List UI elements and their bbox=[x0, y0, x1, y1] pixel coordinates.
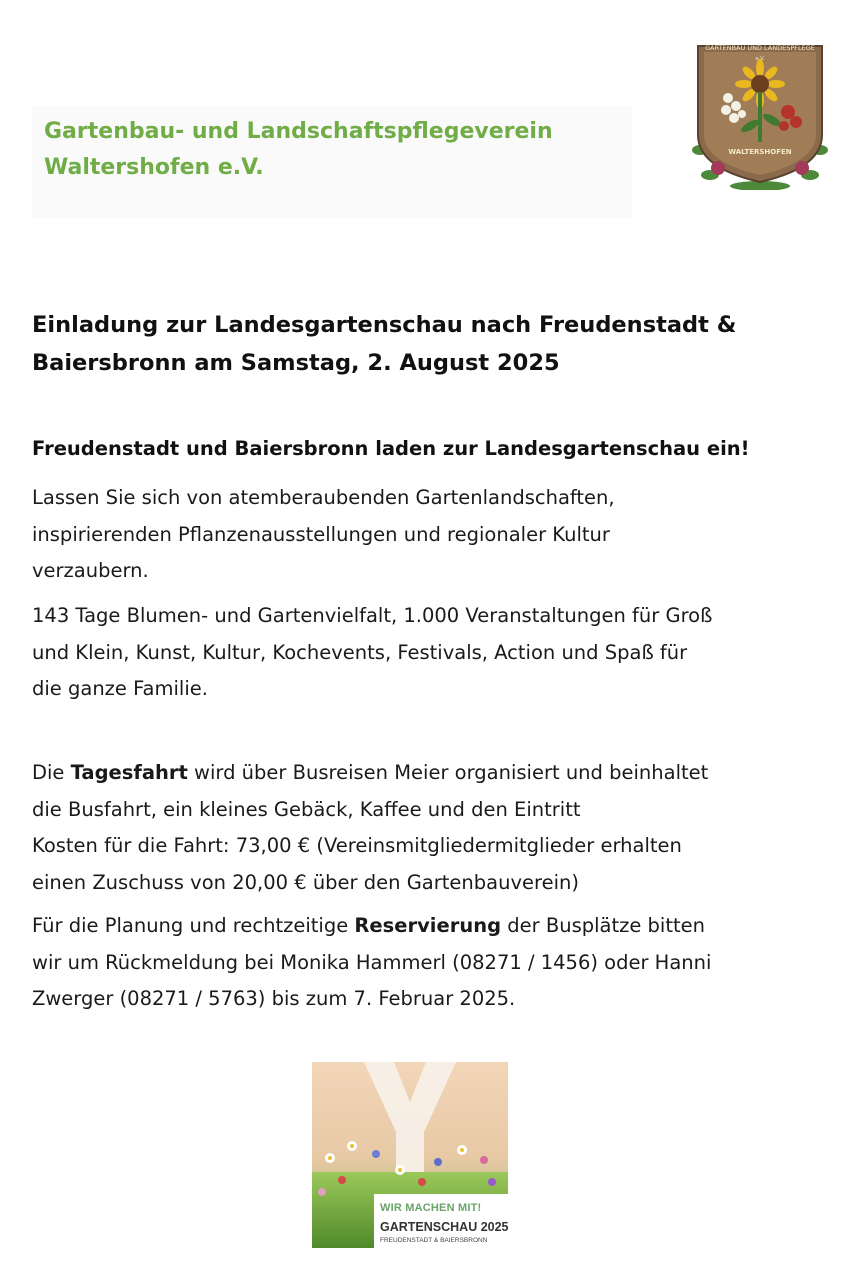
paragraph-intro bbox=[32, 480, 822, 590]
paragraph-reservation bbox=[32, 908, 822, 1018]
paragraph-line bbox=[32, 755, 822, 792]
paragraph-line: und Klein, Kunst, Kultur, Kochevents, Festivals, Action und Spaß für bbox=[32, 640, 688, 664]
gartenschau-promo-image bbox=[312, 1062, 512, 1254]
club-name-line2: Waltershofen e.V. bbox=[44, 155, 264, 180]
text-run: der Busplätze bitten bbox=[501, 914, 705, 937]
paragraph-trip-details bbox=[32, 755, 822, 901]
paragraph-line: einen Zuschuss von 20,00 € über den Gartenbauverein) bbox=[32, 870, 579, 894]
text-run: wird über Busreisen Meier organisiert und beinhaltet bbox=[187, 761, 709, 784]
paragraph-line: die ganze Familie. bbox=[32, 677, 208, 700]
club-name-line1: Gartenbau- und Landschaftspflegeverein bbox=[44, 119, 553, 144]
club-name bbox=[44, 114, 624, 186]
club-crest-logo bbox=[690, 40, 830, 190]
bold-term-tagesfahrt: Tagesfahrt bbox=[70, 761, 188, 784]
crest-text-mid: e.V. bbox=[755, 56, 765, 62]
paragraph-line: Zwerger (08271 / 5763) bis zum 7. Februar 2025. bbox=[32, 987, 516, 1010]
paragraph-highlights bbox=[32, 598, 822, 708]
title-line1: Einladung zur Landesgartenschau nach Freudenstadt & bbox=[32, 312, 737, 338]
promo-title: GARTENSCHAU 2025 bbox=[380, 1220, 509, 1234]
paragraph-line: verzaubern. bbox=[32, 559, 149, 582]
paragraph-line: Kosten für die Fahrt: 73,00 € (Vereinsmitgliedermitglieder erhalten bbox=[32, 834, 682, 857]
promo-subtitle: FREUDENSTADT & BAIERSBRONN bbox=[380, 1237, 488, 1244]
crest-text-top: GARTENBAU UND LANDESPFLEGE bbox=[705, 44, 815, 52]
paragraph-line bbox=[32, 908, 822, 945]
paragraph-line: die Busfahrt, ein kleines Gebäck, Kaffee und den Eintritt bbox=[32, 797, 581, 821]
paragraph-line: 143 Tage Blumen- und Gartenvielfalt, 1.000 Veranstaltungen für Groß bbox=[32, 604, 713, 627]
subheading: Freudenstadt und Baiersbronn laden zur Landesgartenschau ein! bbox=[32, 437, 750, 460]
paragraph-line: Lassen Sie sich von atemberaubenden Gartenlandschaften, bbox=[32, 486, 615, 509]
paragraph-line: inspirierenden Pflanzenausstellungen und regionaler Kultur bbox=[32, 522, 610, 546]
promo-caption-box bbox=[374, 1194, 512, 1254]
text-run: Für die Planung und rechtzeitige bbox=[32, 914, 355, 937]
crest-text-bottom: WALTERSHOFEN bbox=[728, 148, 792, 156]
title-line2: Baiersbronn am Samstag, 2. August 2025 bbox=[32, 350, 560, 376]
invitation-title bbox=[32, 306, 812, 382]
bold-term-reservierung: Reservierung bbox=[354, 914, 502, 937]
promo-tagline: WIR MACHEN MIT! bbox=[380, 1202, 482, 1214]
text-run: Die bbox=[32, 761, 71, 784]
paragraph-line: wir um Rückmeldung bei Monika Hammerl (08271 / 1456) oder Hanni bbox=[32, 950, 712, 974]
